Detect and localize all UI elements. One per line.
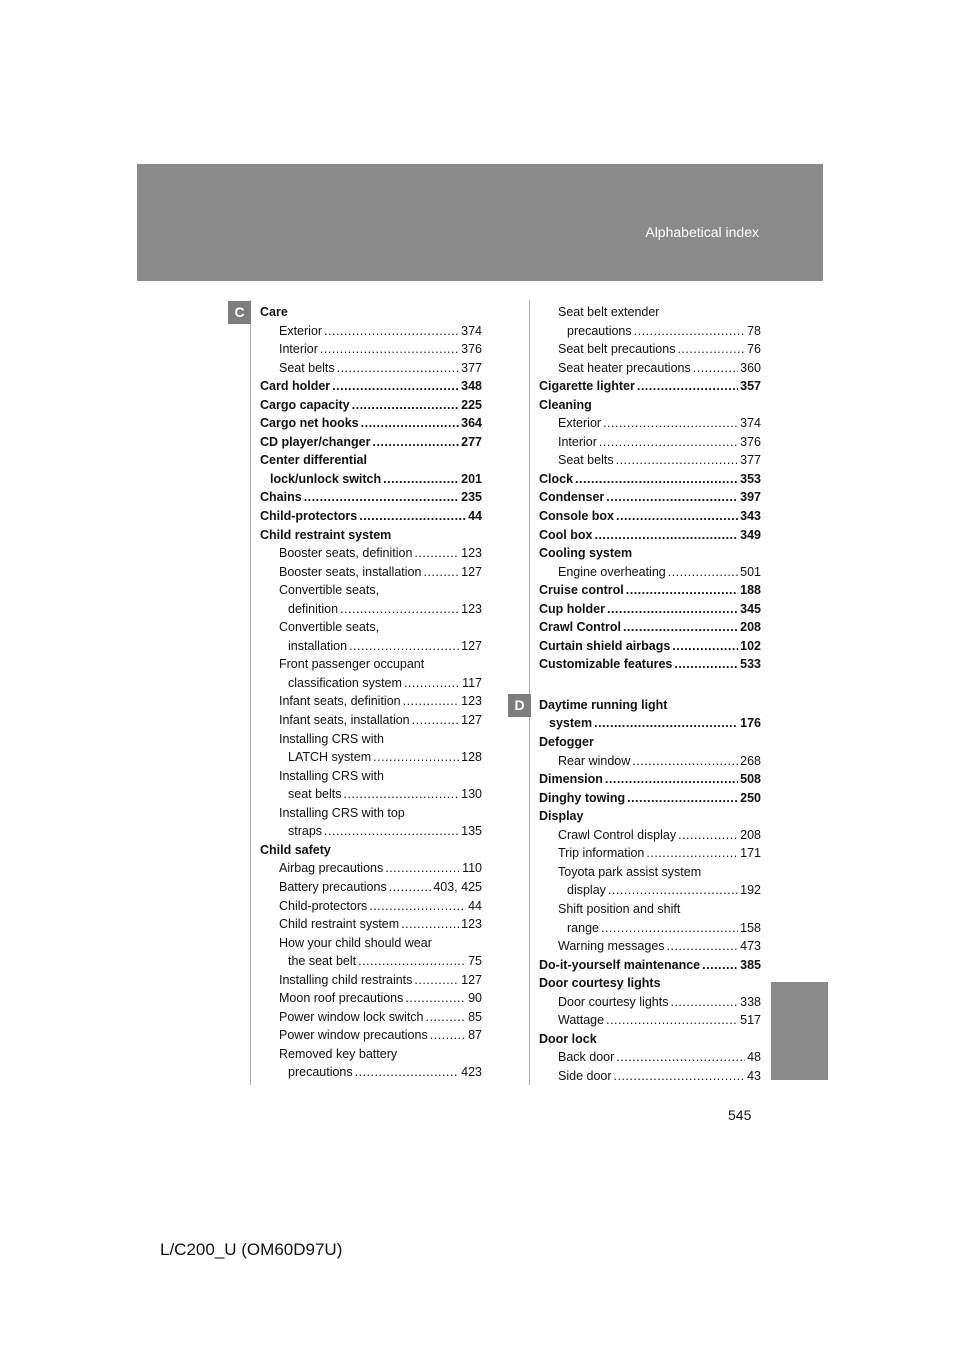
page-ref[interactable]: 268 [740,753,761,768]
page-ref[interactable]: 123 [461,546,482,561]
index-entry [539,396,761,415]
dot-leader [599,433,738,452]
dot-leader [403,692,460,711]
index-subentry [539,844,761,863]
page-ref[interactable]: 348 [461,379,482,394]
index-subentry [539,1011,761,1030]
dot-leader [668,563,738,582]
index-entry [539,974,761,993]
index-column-right [539,303,761,1085]
entry-label: Child restraint system [279,917,400,932]
index-subentry [260,971,482,990]
page-ref[interactable]: 201 [461,471,482,486]
dot-leader [383,470,459,489]
page-ref[interactable]: 377 [461,360,482,375]
dot-leader [426,1008,467,1027]
index-entry [539,377,761,396]
index-subentry [539,414,761,433]
dot-leader [423,563,459,582]
entry-label: Child-protectors [279,898,368,913]
entry-label: Console box [539,509,615,524]
entry-label: Door courtesy lights [558,994,669,1009]
entry-label: Child-protectors [260,509,358,524]
dot-leader [616,507,738,526]
entry-label: Child restraint system [260,527,392,542]
entry-label: Seat belt extender [558,305,660,319]
dot-leader [626,581,738,600]
dot-leader [385,859,460,878]
index-entry [260,451,482,488]
entry-label: Battery precautions [279,879,387,894]
page-ref[interactable]: 374 [461,323,482,338]
page-ref[interactable]: 123 [461,601,482,616]
index-subentry [260,618,482,655]
index-column-left [260,303,482,1082]
page-ref[interactable]: 349 [740,527,761,542]
page-ref[interactable]: 385 [740,957,761,972]
page-ref[interactable]: 102 [740,638,761,653]
index-entry [539,770,761,789]
entry-label: Crawl Control display [558,827,677,842]
page-ref[interactable]: 123 [461,694,482,709]
dot-leader [634,322,745,341]
page-ref[interactable]: 397 [740,490,761,505]
index-subentry [539,863,761,900]
index-entry [260,526,482,545]
entry-label: precautions [288,1065,353,1080]
index-subentry [260,767,482,804]
page-ref[interactable]: 78 [747,323,761,338]
index-entry [539,507,761,526]
entry-label: Clock [539,471,574,486]
section-gap [539,674,761,696]
dot-leader [372,433,459,452]
entry-label: Infant seats, definition [279,694,401,709]
entry-label: Booster seats, installation [279,564,422,579]
index-entry [539,655,761,674]
page-ref[interactable]: 345 [740,601,761,616]
index-subentry [260,989,482,1008]
entry-label: Cooling system [539,546,633,561]
entry-label: How your child should wear [279,935,432,950]
page-ref[interactable]: 188 [740,583,761,598]
dot-leader [606,1011,738,1030]
index-entry [260,414,482,433]
dot-leader [677,340,745,359]
entry-label: Child safety [260,842,331,857]
index-entry [539,637,761,656]
index-subentry [260,897,482,916]
column-divider-middle [529,300,530,1085]
index-subentry [260,359,482,378]
entry-label: Seat belt precautions [558,342,676,357]
index-subentry [260,915,482,934]
index-subentry [260,859,482,878]
header-band [137,164,823,281]
index-entry [539,1030,761,1049]
page-ref[interactable]: 235 [461,490,482,505]
index-entry [260,507,482,526]
index-entry [539,956,761,975]
entry-label: Side door [558,1068,612,1083]
page-ref[interactable]: 423 [461,1065,482,1080]
page-ref[interactable]: 76 [747,342,761,357]
dot-leader [605,770,738,789]
dot-leader [412,711,460,730]
index-subentry [539,752,761,771]
index-entry [260,488,482,507]
dot-leader [304,488,459,507]
index-entry [260,396,482,415]
entry-label: Defogger [539,735,594,750]
index-entry [539,600,761,619]
dot-leader [667,937,739,956]
entry-label: Installing CRS with top [279,805,405,820]
entry-label: precautions [567,323,632,338]
dot-leader [632,752,738,771]
entry-label: Crawl Control [539,620,621,635]
entry-label: Cigarette lighter [539,379,635,394]
page-ref[interactable]: 353 [740,471,761,486]
index-subentry [539,1067,761,1086]
index-entry [260,841,482,860]
dot-leader [337,359,460,378]
entry-label: Condenser [539,490,605,505]
page-ref[interactable]: 376 [740,434,761,449]
entry-label: Power window lock switch [279,1009,424,1024]
entry-label: Wattage [558,1013,605,1028]
page-ref[interactable]: 374 [740,416,761,431]
page-ref[interactable]: 158 [740,920,761,935]
dot-leader [361,414,460,433]
dot-leader [606,488,738,507]
entry-label: Removed key battery [279,1046,398,1061]
page-ref[interactable]: 127 [461,972,482,987]
page-ref[interactable]: 75 [468,954,482,969]
dot-leader [608,881,738,900]
entry-label: Customizable features [539,657,673,672]
entry-label: Care [260,305,288,319]
entry-label: Shift position and shift [558,901,681,916]
page-ref[interactable]: 123 [461,917,482,932]
index-subentry [539,303,761,340]
entry-label: display [567,883,606,898]
index-subentry [539,451,761,470]
dot-leader [637,377,738,396]
page-ref[interactable]: 343 [740,509,761,524]
dot-leader [352,396,460,415]
entry-label: Airbag precautions [279,861,384,876]
index-entry [260,433,482,452]
model-code: L/C200_U (OM60D97U) [160,1240,343,1259]
page-ref[interactable]: 176 [740,716,761,731]
entry-label: Cargo net hooks [260,416,359,431]
index-entry [539,488,761,507]
entry-label: classification system [288,675,402,690]
page-ref[interactable]: 208 [740,827,761,842]
entry-label: Infant seats, installation [279,713,410,728]
entry-label: Chains [260,490,302,505]
page-ref[interactable]: 338 [740,994,761,1009]
dot-leader [594,714,738,733]
page-ref[interactable]: 403, 425 [433,879,482,894]
dot-leader [575,470,738,489]
section-side-tab [771,982,828,1080]
entry-label: Seat belts [558,453,614,468]
page-ref[interactable]: 85 [468,1009,482,1024]
entry-label: Door lock [539,1031,597,1046]
dot-leader [340,600,459,619]
entry-label: Booster seats, definition [279,546,413,561]
dot-leader [355,1063,460,1082]
index-subentry [539,937,761,956]
page-ref[interactable]: 130 [461,787,482,802]
entry-label: Cruise control [539,583,624,598]
dot-leader [616,1048,745,1067]
section-letter-c: C [228,301,251,324]
index-entry [539,618,761,637]
entry-label: Seat belts [279,360,335,375]
dot-leader [430,1026,466,1045]
entry-label: Cleaning [539,397,592,412]
index-subentry [260,804,482,841]
entry-label: straps [288,824,323,839]
entry-label: Engine overheating [558,564,666,579]
entry-label: Installing CRS with [279,768,384,783]
entry-label: Exterior [279,323,323,338]
entry-label: Front passenger occupant [279,657,425,672]
index-subentry [539,340,761,359]
page-ref[interactable]: 250 [740,790,761,805]
dot-leader [674,655,738,674]
page-ref[interactable]: 517 [740,1013,761,1028]
page-ref[interactable]: 127 [461,564,482,579]
dot-leader [405,989,466,1008]
dot-leader [359,507,466,526]
dot-leader [389,878,432,897]
page-ref[interactable]: 508 [740,772,761,787]
page-ref[interactable]: 501 [740,564,761,579]
entry-label: Back door [558,1050,615,1065]
page-ref[interactable]: 127 [461,713,482,728]
index-entry [539,733,761,752]
index-subentry [260,1026,482,1045]
index-subentry [260,730,482,767]
index-entry [260,303,482,322]
page-ref[interactable]: 376 [461,342,482,357]
entry-label: Trip information [558,846,645,861]
entry-label: Card holder [260,379,331,394]
header-title: Alphabetical index [645,224,759,240]
dot-leader [607,600,738,619]
page-ref[interactable]: 357 [740,379,761,394]
entry-label: Exterior [558,416,602,431]
dot-leader [332,377,459,396]
page-ref[interactable]: 48 [747,1050,761,1065]
dot-leader [670,993,738,1012]
entry-label: Cargo capacity [260,397,350,412]
index-subentry [260,1008,482,1027]
entry-label: Curtain shield airbags [539,638,671,653]
page-ref[interactable]: 110 [462,861,482,876]
page-ref[interactable]: 377 [740,453,761,468]
index-subentry [260,581,482,618]
dot-leader [678,826,738,845]
page-ref[interactable]: 208 [740,620,761,635]
entry-label: Moon roof precautions [279,991,404,1006]
column-divider-left [250,300,251,1085]
dot-leader [324,822,459,841]
dot-leader [414,971,459,990]
index-subentry [539,1048,761,1067]
entry-label: Seat heater precautions [558,360,691,375]
index-subentry [260,692,482,711]
index-subentry [260,655,482,692]
page-ref[interactable]: 473 [740,939,761,954]
entry-label: Display [539,809,584,824]
page-ref[interactable]: 128 [461,750,482,765]
entry-label: Dinghy towing [539,790,626,805]
index-subentry [260,934,482,971]
dot-leader [344,785,460,804]
entry-label: Interior [279,342,318,357]
entry-label: the seat belt [288,954,357,969]
dot-leader [594,526,738,545]
page-ref[interactable]: 90 [468,991,482,1006]
page-ref[interactable]: 360 [740,360,761,375]
page-ref[interactable]: 44 [468,898,482,913]
index-subentry [539,563,761,582]
index-subentry [260,544,482,563]
index-subentry [539,993,761,1012]
entry-label: LATCH system [288,750,372,765]
dot-leader [603,414,738,433]
index-entry [539,789,761,808]
index-entry [539,696,761,733]
entry-label: Center differential [260,453,367,468]
entry-label: CD player/changer [260,434,371,449]
dot-leader [627,789,738,808]
entry-label: Warning messages [558,939,665,954]
index-subentry [260,711,482,730]
entry-label: Convertible seats, [279,583,380,598]
dot-leader [369,897,466,916]
page-ref[interactable]: 277 [461,434,482,449]
index-subentry [539,433,761,452]
dot-leader [324,322,459,341]
page-ref[interactable]: 225 [461,397,482,412]
dot-leader [401,915,459,934]
entry-label: lock/unlock switch [270,471,382,486]
entry-label: Cool box [539,527,593,542]
entry-label: Dimension [539,772,603,787]
index-subentry [260,322,482,341]
index-subentry [260,563,482,582]
entry-label: Do-it-yourself maintenance [539,957,701,972]
page-ref[interactable]: 43 [747,1068,761,1083]
dot-leader [320,340,459,359]
page-ref[interactable]: 533 [740,657,761,672]
index-subentry [260,1045,482,1082]
dot-leader [702,956,738,975]
dot-leader [616,451,739,470]
page-number: 545 [728,1107,752,1123]
entry-label: definition [288,601,339,616]
page-ref[interactable]: 117 [462,675,482,690]
entry-label: Power window precautions [279,1028,428,1043]
dot-leader [601,919,738,938]
page-ref[interactable]: 364 [461,416,482,431]
dot-leader [358,952,466,971]
dot-leader [623,618,738,637]
page-ref[interactable]: 171 [740,846,761,861]
entry-label: Door courtesy lights [539,976,661,991]
dot-leader [404,674,460,693]
dot-leader [646,844,738,863]
index-subentry [260,340,482,359]
entry-label: range [567,920,599,935]
index-subentry [539,826,761,845]
page-ref[interactable]: 44 [468,509,482,524]
index-subentry [539,900,761,937]
dot-leader [614,1067,746,1086]
entry-label: Toyota park assist system [558,864,702,879]
section-letter-d: D [508,694,531,717]
index-entry [539,581,761,600]
entry-label: Convertible seats, [279,620,380,635]
entry-label: Installing child restraints [279,972,413,987]
entry-label: Rear window [558,753,631,768]
index-entry [539,807,761,826]
page-ref[interactable]: 87 [468,1028,482,1043]
page-ref[interactable]: 127 [461,638,482,653]
entry-label: seat belts [288,787,342,802]
entry-label: Daytime running light [539,697,668,712]
dot-leader [414,544,459,563]
index-entry [539,470,761,489]
dot-leader [373,748,459,767]
dot-leader [693,359,738,378]
page-ref[interactable]: 192 [740,883,761,898]
index-subentry [260,878,482,897]
dot-leader [672,637,738,656]
entry-label: Cup holder [539,601,605,616]
entry-label: installation [288,638,348,653]
index-entry [539,526,761,545]
index-entry [260,377,482,396]
entry-label: Interior [558,434,597,449]
dot-leader [349,637,459,656]
index-entry [539,544,761,563]
entry-label: Installing CRS with [279,731,384,746]
index-subentry [539,359,761,378]
page-ref[interactable]: 135 [461,824,482,839]
entry-label: system [549,716,593,731]
